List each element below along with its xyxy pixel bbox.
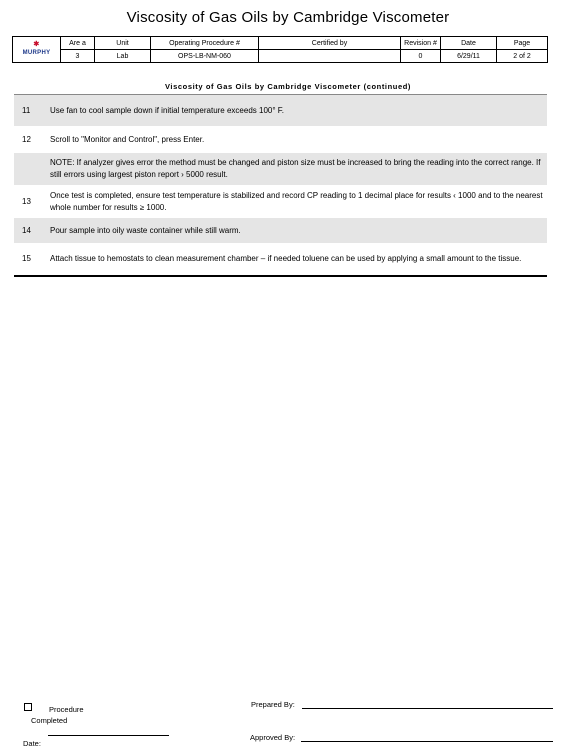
completed-label: Completed <box>31 716 68 725</box>
header-col-procedure: Operating Procedure # <box>151 37 259 50</box>
document-title: Viscosity of Gas Oils by Cambridge Viscometer <box>126 9 450 26</box>
procedure-completed-checkbox[interactable] <box>24 703 32 711</box>
step-row <box>14 218 547 243</box>
header-val-procedure: OPS-LB-NM-060 <box>151 50 259 63</box>
step-row <box>14 243 547 275</box>
section-subtitle: Viscosity of Gas Oils by Cambridge Viscometer (continued) <box>164 82 412 91</box>
steps-list <box>14 94 547 277</box>
step-number: 11 <box>22 105 31 115</box>
step-text: Use fan to cool sample down if initial temperature exceeds 100° F. <box>50 105 284 115</box>
date-label: Date: <box>23 739 41 748</box>
header-val-area: 3 <box>61 50 95 63</box>
prepared-by-label: Prepared By: <box>251 700 295 709</box>
step-text: Once test is completed, ensure test temperature is stabilized and record CP reading to 1 decimal place for results ‹ 1000 and to the nearest whole number for results ≥ 1000. <box>50 190 543 212</box>
step-number: 14 <box>22 225 31 235</box>
step-number: 12 <box>22 134 31 144</box>
step-row <box>14 126 547 153</box>
step-text: Scroll to "Monitor and Control", press Enter. <box>50 134 205 144</box>
header-col-area: Are a <box>61 37 95 50</box>
header-table <box>12 36 548 63</box>
logo <box>13 37 61 63</box>
header-val-revision: 0 <box>401 50 441 63</box>
approved-by-label: Approved By: <box>250 733 296 742</box>
header-col-page: Page <box>497 37 548 50</box>
step-text: NOTE: If analyzer gives error the method must be changed and piston size must be increased to bring the reading into the correct range. If still errors using largest piston report › 5000 result. <box>50 158 541 179</box>
step-row <box>14 153 547 185</box>
step-row <box>14 185 547 218</box>
date-line[interactable] <box>48 735 169 736</box>
header-col-certified: Certified by <box>259 37 401 50</box>
header-val-page: 2 of 2 <box>497 50 548 63</box>
approved-by-line[interactable] <box>301 741 553 742</box>
header-val-certified <box>259 50 401 63</box>
step-number: 15 <box>22 254 31 263</box>
header-col-unit: Unit <box>95 37 151 50</box>
header-val-unit: Lab <box>95 50 151 63</box>
step-row <box>14 95 547 126</box>
step-text: Attach tissue to hemostats to clean measurement chamber – if needed toluene can be used by applying a small amount to the tissue. <box>50 254 522 263</box>
logo-text: MURPHY <box>22 50 51 56</box>
step-text: Pour sample into oily waste container while still warm. <box>50 225 241 235</box>
procedure-label: Procedure <box>49 705 84 714</box>
header-col-date: Date <box>441 37 497 50</box>
header-val-date: 6/29/11 <box>441 50 497 63</box>
header-col-revision: Revision # <box>401 37 441 50</box>
prepared-by-line[interactable] <box>302 708 553 709</box>
logo-mark-icon: ✱ <box>33 41 40 48</box>
step-number: 13 <box>22 196 31 206</box>
